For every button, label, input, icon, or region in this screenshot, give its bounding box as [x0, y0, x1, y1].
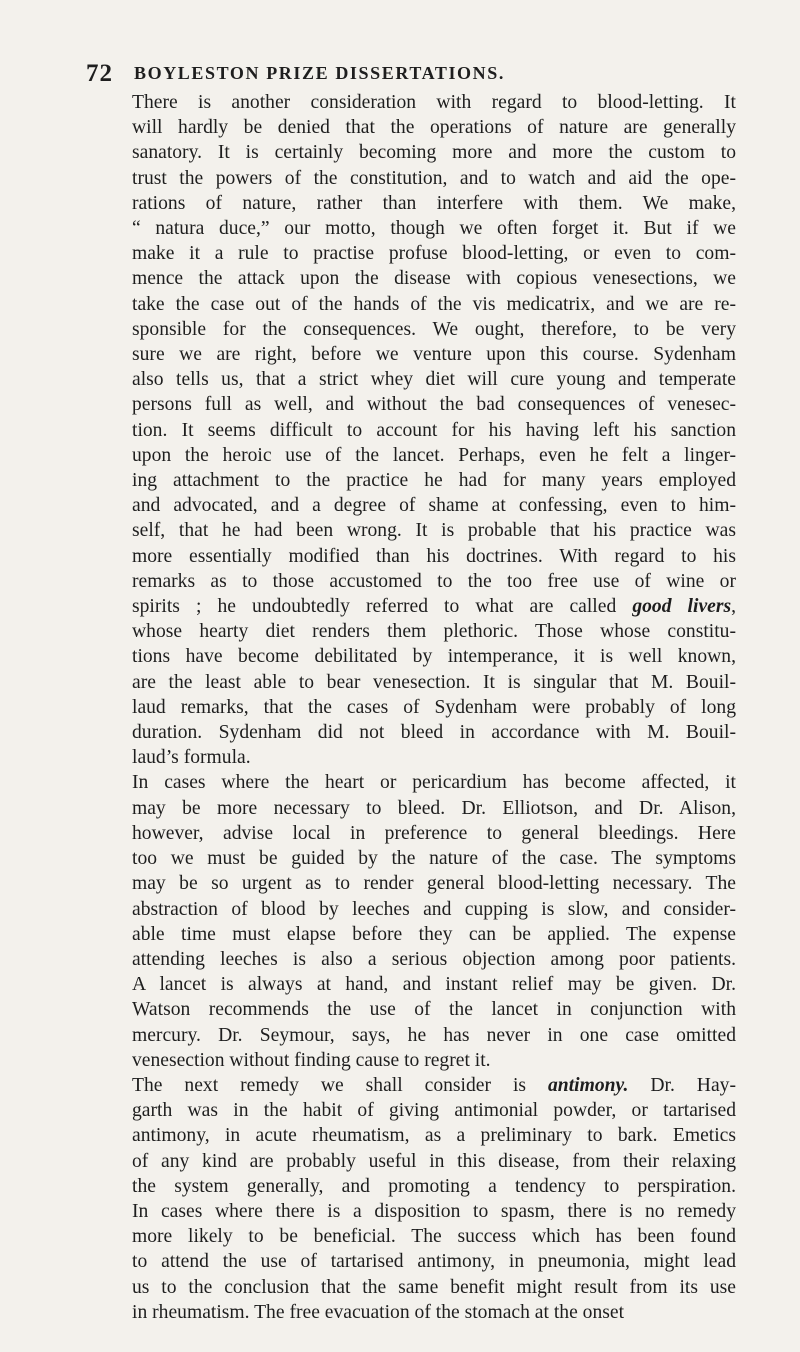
line-text: to attend the use of tartarised antimony, in pneumonia, might lead: [132, 1251, 736, 1273]
line-text: spirits ; he undoubtedly referred to what are called: [132, 596, 633, 618]
line-text: In cases where there is a disposition to spasm, there is no remedy: [132, 1200, 736, 1222]
line-text: ,: [731, 596, 736, 618]
text-line: [86, 1224, 736, 1249]
text-line: [86, 1149, 736, 1174]
text-line: [86, 342, 736, 367]
line-text: may be more necessary to bleed. Dr. Elliotson, and Dr. Alison,: [132, 797, 736, 819]
line-text: sponsible for the consequences. We ought, therefore, to be very: [132, 318, 736, 340]
text-line: [86, 972, 736, 997]
text-line: [86, 1275, 736, 1300]
line-text: trust the powers of the constitution, and to watch and aid the ope-: [132, 167, 736, 189]
text-line: [86, 1199, 736, 1224]
text-line: [86, 241, 736, 266]
line-text: venesection without finding cause to regret it.: [132, 1049, 491, 1071]
text-line: [86, 569, 736, 594]
line-text: laud remarks, that the cases of Sydenham were probably of long: [132, 696, 736, 718]
text-line: [86, 544, 736, 569]
line-text: duration. Sydenham did not bleed in accordance with M. Bouil-: [132, 722, 736, 744]
text-line: [86, 720, 736, 745]
line-text: more likely to be beneficial. The success which has been found: [132, 1226, 736, 1248]
line-text: make it a rule to practise profuse blood-letting, or even to com-: [132, 243, 736, 265]
text-line: [86, 821, 736, 846]
text-line: [86, 518, 736, 543]
line-text: antimony, in acute rheumatism, as a preliminary to bark. Emetics: [132, 1125, 736, 1147]
line-text: remarks as to those accustomed to the too free use of wine or: [132, 570, 736, 592]
line-text: and advocated, and a degree of shame at confessing, even to him-: [132, 495, 736, 517]
line-text: laud’s formula.: [132, 747, 251, 769]
text-line: [86, 1073, 736, 1098]
text-line: [86, 1249, 736, 1274]
line-text: also tells us, that a strict whey diet will cure young and temperate: [132, 369, 736, 391]
text-line: [86, 115, 736, 140]
text-line: [86, 216, 736, 241]
line-text: self, that he had been wrong. It is probable that his practice was: [132, 520, 736, 542]
line-text: more essentially modified than his doctrines. With regard to his: [132, 545, 736, 567]
line-text: are the least able to bear venesection. It is singular that M. Bouil-: [132, 671, 736, 693]
line-text: Watson recommends the use of the lancet in conjunction with: [132, 999, 736, 1021]
line-text: abstraction of blood by leeches and cupping is slow, and consider-: [132, 898, 736, 920]
line-text: In cases where the heart or pericardium has become affected, it: [132, 772, 736, 794]
text-line: [86, 997, 736, 1022]
line-text: sanatory. It is certainly becoming more and more the custom to: [132, 142, 736, 164]
running-head: BOYLESTON PRIZE DISSERTATIONS.: [134, 63, 505, 83]
line-text: mence the attack upon the disease with copious venesections, we: [132, 268, 736, 290]
text-line: [86, 443, 736, 468]
text-line: [86, 796, 736, 821]
line-text: take the case out of the hands of the vis medicatrix, and we are re-: [132, 293, 736, 315]
text-line: [86, 392, 736, 417]
text-line: [86, 292, 736, 317]
line-text: able time must elapse before they can be applied. The expense: [132, 923, 736, 945]
line-text: us to the conclusion that the same benefit might result from its use: [132, 1276, 736, 1298]
text-line: [86, 1174, 736, 1199]
line-text: Dr. Hay-: [628, 1074, 736, 1096]
text-line: [86, 418, 736, 443]
text-line: [86, 140, 736, 165]
line-text: the system generally, and promoting a tendency to perspiration.: [132, 1175, 736, 1197]
text-line: [86, 1123, 736, 1148]
text-line: [86, 644, 736, 669]
line-text: too we must be guided by the nature of the case. The symptoms: [132, 848, 736, 870]
text-line: [86, 191, 736, 216]
page-number: 72: [86, 60, 113, 87]
text-line: [86, 770, 736, 795]
text-line: [86, 317, 736, 342]
line-text: whose hearty diet renders them plethoric. Those whose constitu-: [132, 621, 736, 643]
line-text: A lancet is always at hand, and instant relief may be given. Dr.: [132, 974, 736, 996]
line-text: garth was in the habit of giving antimonial powder, or tartarised: [132, 1100, 736, 1122]
line-text: tion. It seems difficult to account for his having left his sanction: [132, 419, 736, 441]
paragraph-blood-letting: [86, 90, 736, 770]
line-text: will hardly be denied that the operations of nature are generally: [132, 117, 736, 139]
text-line: [86, 922, 736, 947]
text-line: [86, 871, 736, 896]
line-text: may be so urgent as to render general blood-letting necessary. The: [132, 873, 736, 895]
line-text: sure we are right, before we venture upon this course. Sydenham: [132, 344, 736, 366]
text-line: [86, 1098, 736, 1123]
line-text: The next remedy we shall consider is: [132, 1074, 548, 1096]
text-line: [86, 266, 736, 291]
paragraph-antimony: [86, 1073, 736, 1325]
body-text: [86, 90, 736, 1325]
text-line: [86, 367, 736, 392]
text-line: [86, 594, 736, 619]
text-line: [86, 1300, 736, 1325]
line-text: in rheumatism. The free evacuation of the stomach at the onset: [132, 1301, 625, 1323]
line-text: persons full as well, and without the bad consequences of venesec-: [132, 394, 736, 416]
text-line: [86, 1023, 736, 1048]
line-text: There is another consideration with regard to blood-letting. It: [132, 92, 736, 113]
line-text: attending leeches is also a serious objection among poor patients.: [132, 948, 736, 970]
text-line: [86, 846, 736, 871]
line-text: of any kind are probably useful in this disease, from their relaxing: [132, 1150, 736, 1172]
line-text: tions have become debilitated by intemperance, it is well known,: [132, 646, 736, 668]
line-text: mercury. Dr. Seymour, says, he has never in one case omitted: [132, 1024, 736, 1046]
line-text: however, advise local in preference to general bleedings. Here: [132, 822, 736, 844]
text-line: [86, 695, 736, 720]
paragraph-heart-pericardium: [86, 770, 736, 1072]
text-line: [86, 90, 736, 115]
text-line: [86, 166, 736, 191]
emphasis-antimony: antimony.: [548, 1074, 629, 1096]
line-text: upon the heroic use of the lancet. Perhaps, even he felt a linger-: [132, 444, 736, 466]
text-line: [86, 745, 736, 770]
page-header: [86, 60, 736, 90]
text-line: [86, 947, 736, 972]
line-text: rations of nature, rather than interfere with them. We make,: [132, 192, 736, 214]
text-line: [86, 619, 736, 644]
text-line: [86, 468, 736, 493]
emphasis-good-livers: good livers: [632, 596, 732, 618]
line-text: ing attachment to the practice he had for many years employed: [132, 470, 736, 492]
text-line: [86, 670, 736, 695]
text-line: [86, 1048, 736, 1073]
text-line: [86, 897, 736, 922]
text-line: [86, 493, 736, 518]
line-text: “ natura duce,” our motto, though we often forget it. But if we: [132, 218, 736, 240]
